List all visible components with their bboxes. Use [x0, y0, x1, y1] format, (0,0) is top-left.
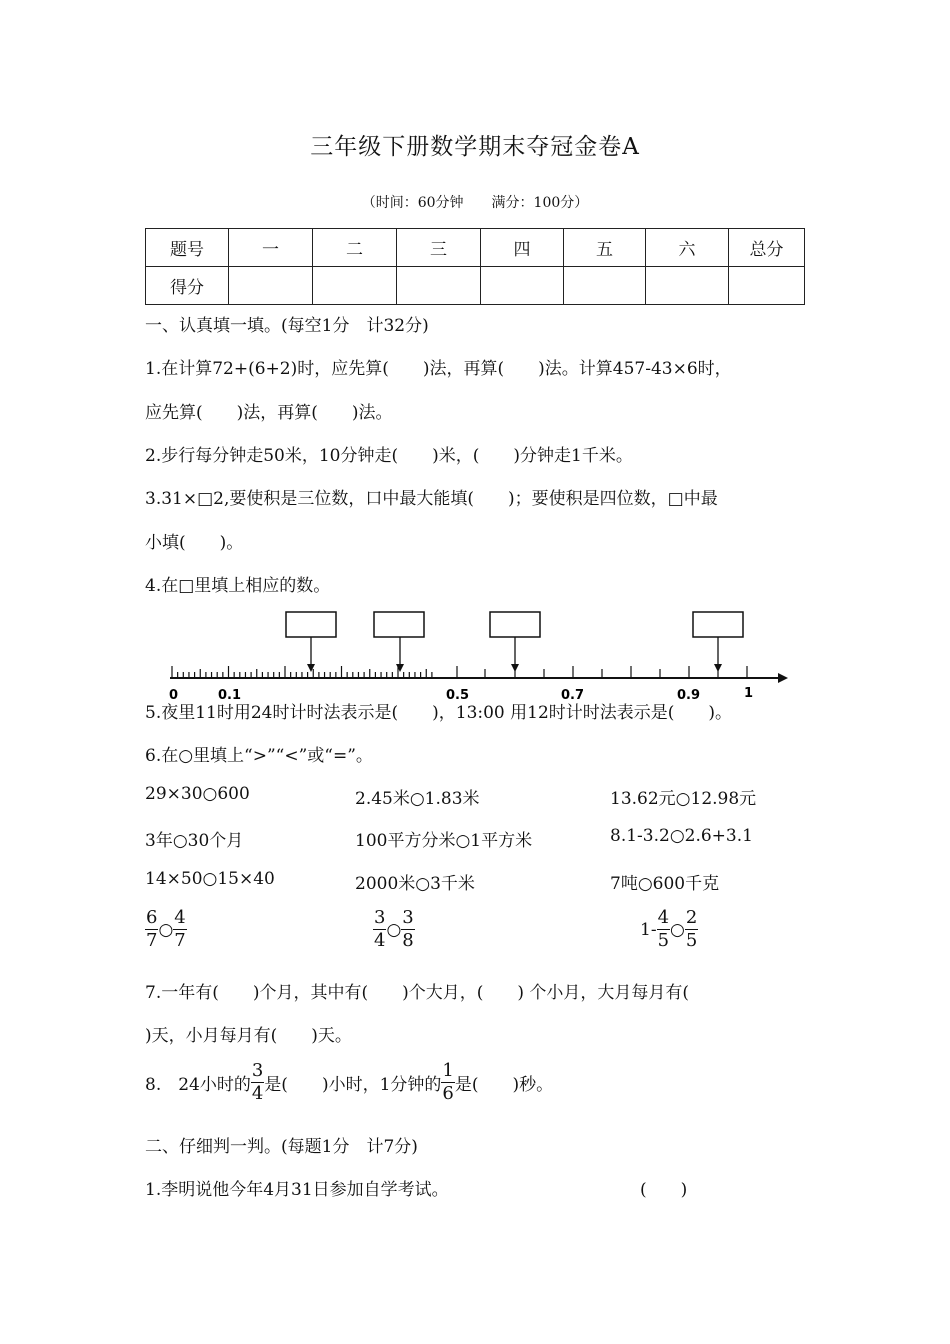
section2-heading: 二、仔细判一判。(每题1分 计7分): [145, 1137, 418, 1157]
question-7-line-1: 7.一年有( )个月，其中有( )个大月，( ) 个小月，大月每月有(: [145, 983, 690, 1003]
header-cell: 四: [481, 229, 564, 267]
arrow-down-icon: [511, 664, 519, 672]
number-line-ticks: [172, 666, 747, 678]
question-8: 8. 24小时的 $\frac{3}{4}$ 是( )小时，1分钟的 $\frac{1}{6}$ 是( )秒。: [145, 1060, 554, 1104]
exam-info: （时间：60分钟 满分：100分）: [361, 195, 589, 211]
score-cell[interactable]: [397, 267, 481, 305]
row-label: 得分: [146, 267, 229, 305]
question-1-line-2: 应先算( )法，再算( )法。: [145, 403, 393, 423]
score-cell[interactable]: [481, 267, 564, 305]
fraction: $\frac{4}{5}$: [657, 907, 670, 951]
question-3-line-2: 小填( )。: [145, 533, 244, 553]
fraction-compare: [640, 909, 698, 950]
fraction: $\frac{3}{4}$: [374, 907, 386, 951]
compare-item: 8.1-3.2○2.6+3.1: [610, 826, 753, 846]
header-cell: 题号: [146, 229, 229, 267]
fraction: $\frac{1}{6}$: [442, 1060, 454, 1104]
question-1-line-1: 1.在计算72+(6+2)时，应先算( )法，再算( )法。计算457-43×6时，: [145, 359, 732, 379]
question-3-line-1: 3.31×□2,要使积是三位数，口中最大能填( )；要使积是四位数，□中最: [145, 489, 718, 509]
compare-circle[interactable]: ○: [158, 919, 174, 940]
score-cell[interactable]: [564, 267, 646, 305]
score-table: [145, 228, 805, 305]
compare-item: 13.62元○12.98元: [610, 789, 757, 809]
tick-label: 0.5: [446, 688, 470, 703]
answer-box[interactable]: [490, 612, 540, 637]
compare-item: 3年○30个月: [145, 831, 244, 851]
tick-label: 0.9: [677, 688, 701, 703]
tick-label: 0.1: [218, 688, 242, 703]
score-cell[interactable]: [729, 267, 805, 305]
compare-item: 100平方分米○1平方米: [355, 831, 533, 851]
arrowhead-icon: [778, 673, 788, 683]
fraction: $\frac{6}{7}$: [146, 907, 158, 951]
arrow-down-icon: [714, 664, 722, 672]
fraction: $\frac{4}{7}$: [174, 907, 186, 951]
compare-item: 14×50○15×40: [145, 869, 275, 889]
judge-question-1: 1.李明说他今年4月31日参加自学考试。: [145, 1180, 449, 1200]
header-cell: 总分: [729, 229, 805, 267]
header-cell: 二: [313, 229, 397, 267]
fraction-prefix: 1-: [640, 919, 657, 940]
answer-box[interactable]: [693, 612, 743, 637]
section1-heading: 一、认真填一填。(每空1分 计32分): [145, 316, 429, 336]
header-cell: 五: [564, 229, 646, 267]
question-6: 6.在○里填上“>”“<”或“=”。: [145, 746, 373, 766]
tick-label: 1: [744, 686, 754, 701]
tick-label: 0: [169, 688, 179, 703]
score-cell[interactable]: [229, 267, 313, 305]
tick-label: 0.7: [561, 688, 585, 703]
compare-circle[interactable]: ○: [670, 919, 685, 940]
compare-item: 7吨○600千克: [610, 874, 720, 894]
answer-box[interactable]: [286, 612, 336, 637]
score-cell[interactable]: [313, 267, 397, 305]
question-5: 5.夜里11时用24时计时法表示是( )，13:00 用12时计时法表示是( )。: [145, 703, 733, 723]
score-cell[interactable]: [646, 267, 729, 305]
fraction-compare: [373, 909, 415, 950]
score-table-header-row: [146, 229, 805, 267]
fraction: $\frac{3}{8}$: [402, 907, 414, 951]
header-cell: 一: [229, 229, 313, 267]
page-title: 三年级下册数学期末夺冠金卷A: [310, 134, 640, 160]
header-cell: 三: [397, 229, 481, 267]
compare-item: 2.45米○1.83米: [355, 789, 480, 809]
question-7-line-2: )天，小月每月有( )天。: [145, 1026, 352, 1046]
fraction-compare: [145, 909, 187, 950]
fraction: $\frac{3}{4}$: [251, 1060, 264, 1104]
number-line-figure: [150, 605, 790, 703]
fraction: $\frac{2}{5}$: [685, 907, 698, 951]
question-2: 2.步行每分钟走50米，10分钟走( )米，( )分钟走1千米。: [145, 446, 633, 466]
answer-box[interactable]: [374, 612, 424, 637]
question-4: 4.在□里填上相应的数。: [145, 576, 331, 596]
judge-answer-paren[interactable]: ( ): [640, 1180, 688, 1200]
compare-item: 29×30○600: [145, 784, 250, 804]
score-table-score-row: [146, 267, 805, 305]
arrow-down-icon: [396, 664, 404, 672]
header-cell: 六: [646, 229, 729, 267]
compare-circle[interactable]: ○: [386, 919, 402, 940]
compare-item: 2000米○3千米: [355, 874, 475, 894]
